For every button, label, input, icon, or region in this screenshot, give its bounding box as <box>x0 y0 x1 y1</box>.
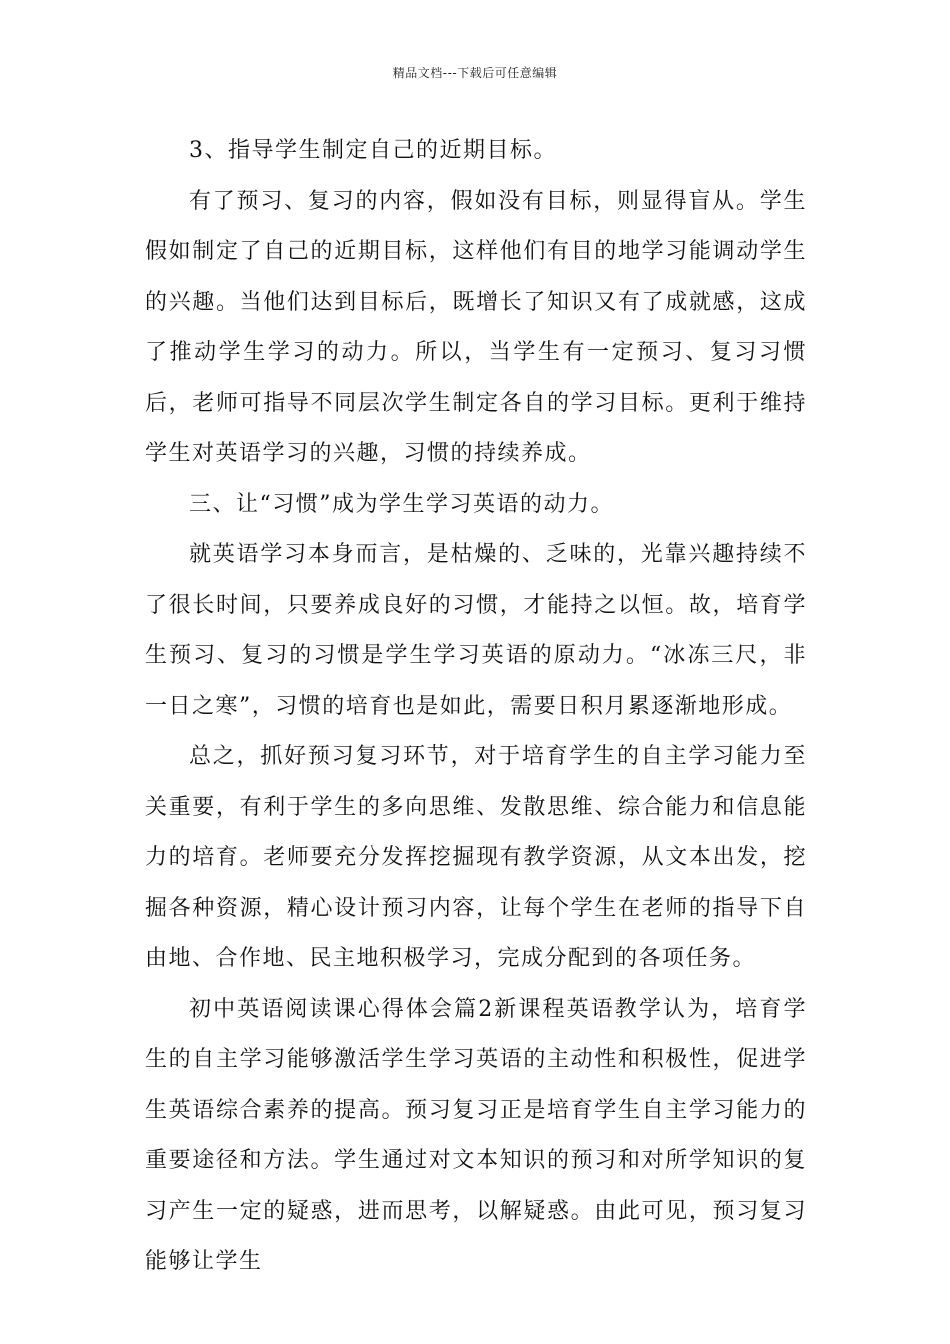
paragraph-habit: 就英语学习本身而言，是枯燥的、乏味的，光靠兴趣持续不了很长时间，只要养成良好的习惯，才能持之以恒。故，培育学生预习、复习的习惯是学生学习英语的原动力。“冰冻三尺，非一日之寒”，习惯的培育也是如此，需要日积月累逐渐地形成。 <box>145 542 807 719</box>
page-header: 精品文档---下载后可任意编辑 <box>392 66 558 80</box>
paragraph-subheading-3: 3、指导学生制定自己的近期目标。 <box>189 138 557 163</box>
paragraph-section-heading-3: 三、让“习惯”成为学生学习英语的动力。 <box>189 491 614 517</box>
document-body <box>145 126 807 1288</box>
paragraph-essay-2: 初中英语阅读课心得体会篇2新课程英语教学认为，培育学生的自主学习能够激活学生学习英语的主动性和积极性，促进学生英语综合素养的提高。预习复习正是培育学生自主学习能力的重要途径和方法。学生通过对文本知识的预习和对所学知识的复习产生一定的疑惑，进而思考，以解疑惑。由此可见，预习复习能够让学生 <box>145 996 807 1274</box>
paragraph-summary: 总之，抓好预习复习环节，对于培育学生的自主学习能力至关重要，有利于学生的多向思维、发散思维、综合能力和信息能力的培育。老师要充分发挥挖掘现有教学资源，从文本出发，挖掘各种资源，精心设计预习内容，让每个学生在老师的指导下自由地、合作地、民主地积极学习，完成分配到的各项任务。 <box>145 744 807 971</box>
paragraph-goals: 有了预习、复习的内容，假如没有目标，则显得盲从。学生假如制定了自己的近期目标，这样他们有目的地学习能调动学生的兴趣。当他们达到目标后，既增长了知识又有了成就感，这成了推动学生学习的动力。所以，当学生有一定预习、复习习惯后，老师可指导不同层次学生制定各自的学习目标。更利于维持学生对英语学习的兴趣，习惯的持续养成。 <box>145 188 807 466</box>
